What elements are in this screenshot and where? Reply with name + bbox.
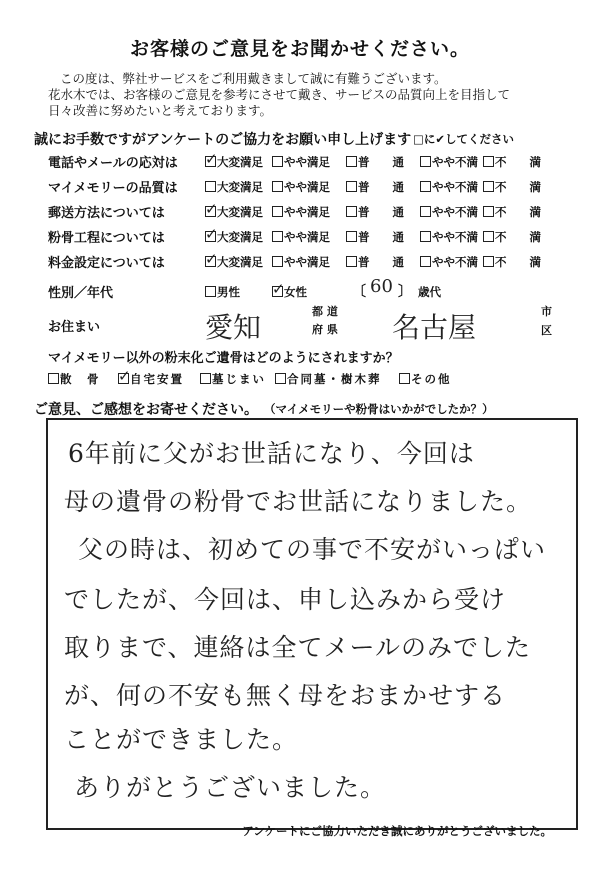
rating-option[interactable] [420, 254, 478, 270]
address-label: お住まい [48, 320, 101, 335]
rating-option[interactable] [205, 154, 263, 170]
comment-line: ありがとうございました。 [74, 773, 387, 802]
rating-checkbox[interactable] [272, 256, 283, 267]
city-value[interactable]: 名古屋 [392, 311, 477, 344]
rating-option-label: 不 満 [495, 255, 541, 269]
city-suffix-bottom: 区 [541, 324, 552, 337]
rating-option[interactable] [272, 229, 330, 245]
male-checkbox[interactable] [205, 286, 216, 297]
city-suffix-top: 市 [541, 305, 552, 318]
rating-option-label: やや満足 [284, 205, 330, 219]
prefecture-suffix-bottom: 府 県 [312, 323, 338, 336]
rating-option[interactable] [420, 154, 478, 170]
rating-checkbox[interactable] [420, 156, 431, 167]
remains-checkbox[interactable] [118, 373, 129, 384]
comment-heading: ご意見、ご感想をお寄せください。 [34, 402, 258, 418]
rating-checkbox[interactable] [420, 181, 431, 192]
rating-option[interactable] [346, 254, 404, 270]
rating-option-label: 普 通 [358, 205, 404, 219]
rating-option-label: 普 通 [358, 230, 404, 244]
rating-option[interactable] [420, 229, 478, 245]
rating-option-label: やや満足 [284, 230, 330, 244]
rating-checkbox[interactable] [272, 156, 283, 167]
comment-line: が、何の不安も無く母をおまかせする [64, 681, 507, 710]
intro-line-2: 花水木では、お客様のご意見を参考にさせて戴き、サービスの品質向上を目指して [48, 87, 511, 102]
rating-option[interactable] [272, 179, 330, 195]
rating-option-label: 不 満 [495, 205, 541, 219]
rating-option-label: 普 通 [358, 180, 404, 194]
rating-option[interactable] [483, 154, 541, 170]
comment-line: 父の時は、初めての事で不安がいっぱい [78, 535, 547, 564]
rating-option[interactable] [346, 229, 404, 245]
rating-option-label: やや不満 [432, 255, 478, 269]
remains-option-label: 散 骨 [60, 372, 101, 386]
comment-box[interactable] [46, 418, 578, 830]
comment-line: でしたが、今回は、申し込みから受け [64, 585, 507, 614]
rating-checkbox[interactable] [205, 256, 216, 267]
rating-option-label: 大変満足 [217, 230, 263, 244]
rating-option[interactable] [483, 179, 541, 195]
prefecture-value[interactable]: 愛知 [205, 311, 262, 344]
rating-option-label: やや不満 [432, 205, 478, 219]
rating-label: マイメモリーの品質は [48, 181, 178, 196]
rating-checkbox[interactable] [483, 206, 494, 217]
comment-line: 取りまで、連絡は全てメールのみでした [64, 633, 532, 662]
rating-option[interactable] [205, 204, 263, 220]
rating-checkbox[interactable] [346, 206, 357, 217]
age-close-bracket: 〕 [398, 284, 412, 300]
comment-line: 6年前に父がお世話になり、今回は [68, 439, 475, 468]
rating-option-label: やや満足 [284, 255, 330, 269]
rating-checkbox[interactable] [346, 256, 357, 267]
remains-option-label: 合同墓・樹木葬 [287, 372, 382, 386]
rating-option[interactable] [483, 254, 541, 270]
rating-option[interactable] [272, 204, 330, 220]
rating-checkbox[interactable] [205, 156, 216, 167]
rating-option[interactable] [420, 204, 478, 220]
rating-checkbox[interactable] [346, 181, 357, 192]
intro-line-1: この度は、弊社サービスをご利用戴きまして誠に有難うございます。 [60, 71, 447, 86]
footer-thanks: アンケートにご協力いただき誠にありがとうございました。 [242, 824, 552, 838]
remains-option[interactable] [399, 371, 452, 387]
age-open-bracket: 〔 [352, 284, 366, 300]
rating-option-label: 大変満足 [217, 180, 263, 194]
rating-checkbox[interactable] [205, 181, 216, 192]
rating-checkbox[interactable] [483, 181, 494, 192]
rating-option[interactable] [483, 204, 541, 220]
rating-checkbox[interactable] [483, 156, 494, 167]
rating-checkbox[interactable] [272, 181, 283, 192]
remains-checkbox[interactable] [200, 373, 211, 384]
rating-checkbox[interactable] [420, 256, 431, 267]
remains-option-label: 自宅安置 [130, 372, 184, 386]
female-option[interactable] [272, 284, 307, 300]
female-checkbox[interactable] [272, 286, 283, 297]
rating-option-label: 大変満足 [217, 155, 263, 169]
age-value[interactable]: 60 [370, 276, 393, 297]
rating-option-label: やや不満 [432, 155, 478, 169]
comment-subheading: （マイメモリーや粉骨はいかがでしたか？） [264, 402, 494, 416]
instruction-note: □に✔してください [413, 132, 515, 146]
female-label: 女性 [284, 285, 307, 299]
remains-option-label: 墓じまい [212, 372, 266, 386]
rating-option[interactable] [272, 254, 330, 270]
rating-checkbox[interactable] [346, 156, 357, 167]
rating-option-label: 不 満 [495, 230, 541, 244]
rating-option-label: やや満足 [284, 155, 330, 169]
rating-checkbox[interactable] [346, 231, 357, 242]
remains-option-label: その他 [411, 372, 452, 386]
intro-line-3: 日々改善に努めたいと考えております。 [48, 103, 273, 118]
rating-checkbox[interactable] [272, 231, 283, 242]
rating-checkbox[interactable] [420, 206, 431, 217]
rating-option-label: 普 通 [358, 155, 404, 169]
comment-line: 母の遺骨の粉骨でお世話になりました。 [64, 487, 533, 516]
prefecture-suffix-top: 都 道 [312, 305, 338, 318]
rating-option-label: やや不満 [432, 180, 478, 194]
rating-option[interactable] [420, 179, 478, 195]
remains-checkbox[interactable] [275, 373, 286, 384]
rating-option-label: 大変満足 [217, 255, 263, 269]
gender-age-label: 性別／年代 [48, 286, 114, 301]
rating-label: 料金設定については [48, 256, 165, 271]
rating-option-label: 普 通 [358, 255, 404, 269]
rating-option-label: 不 満 [495, 180, 541, 194]
rating-option[interactable] [346, 204, 404, 220]
remains-option[interactable] [275, 371, 382, 387]
male-option[interactable] [205, 284, 240, 300]
remains-checkbox[interactable] [48, 373, 59, 384]
rating-checkbox[interactable] [483, 256, 494, 267]
rating-checkbox[interactable] [420, 231, 431, 242]
rating-option[interactable] [272, 154, 330, 170]
rating-option[interactable] [205, 179, 263, 195]
comment-line: ことができました。 [64, 725, 299, 754]
age-suffix: 歳代 [418, 285, 441, 299]
remains-option[interactable] [48, 371, 101, 387]
rating-option[interactable] [205, 254, 263, 270]
rating-option-label: やや不満 [432, 230, 478, 244]
rating-option-label: 大変満足 [217, 205, 263, 219]
rating-option[interactable] [205, 229, 263, 245]
instruction-text: 誠にお手数ですがアンケートのご協力をお願い申し上げます [34, 132, 412, 148]
remains-question: マイメモリー以外の粉末化ご遺骨はどのようにされますか？ [48, 351, 399, 366]
remains-checkbox[interactable] [399, 373, 410, 384]
rating-checkbox[interactable] [483, 231, 494, 242]
remains-option[interactable] [200, 371, 266, 387]
rating-option-label: やや満足 [284, 180, 330, 194]
rating-option[interactable] [483, 229, 541, 245]
rating-label: 粉骨工程については [48, 231, 165, 246]
rating-checkbox[interactable] [205, 206, 216, 217]
male-label: 男性 [217, 285, 240, 299]
rating-option[interactable] [346, 154, 404, 170]
rating-checkbox[interactable] [272, 206, 283, 217]
remains-option[interactable] [118, 371, 184, 387]
rating-option[interactable] [346, 179, 404, 195]
rating-checkbox[interactable] [205, 231, 216, 242]
rating-label: 郵送方法については [48, 206, 165, 221]
rating-option-label: 不 満 [495, 155, 541, 169]
rating-label: 電話やメールの応対は [48, 156, 178, 171]
survey-title: お客様のご意見をお聞かせください。 [129, 38, 470, 60]
